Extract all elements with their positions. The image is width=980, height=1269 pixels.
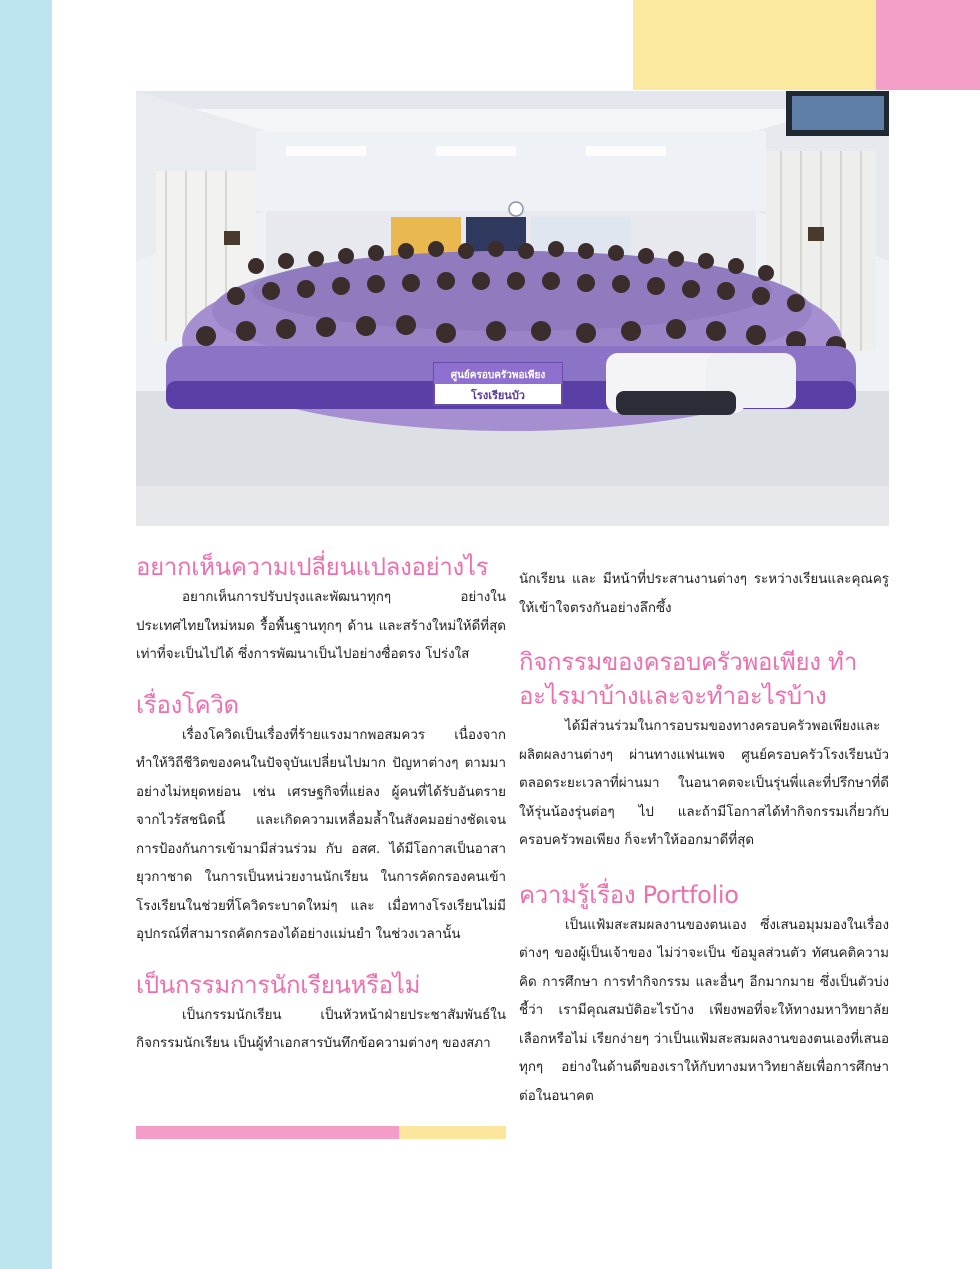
corner-decor-yellow bbox=[633, 0, 876, 90]
heading-family-activities: กิจกรรมของครอบครัวพอเพียง ทำอะไรมาบ้างและจะทำอะไรบ้าง bbox=[519, 648, 858, 710]
left-decor-band bbox=[0, 0, 52, 1269]
footer-bar-pink bbox=[136, 1126, 399, 1139]
heading-portfolio: ความรู้เรื่อง Portfolio bbox=[519, 880, 739, 909]
left-column bbox=[136, 550, 506, 1059]
banner-line-2: โรงเรียนบัว bbox=[471, 389, 525, 402]
footer-bar-yellow bbox=[399, 1126, 506, 1139]
corner-decor-pink bbox=[876, 0, 980, 90]
paragraph-student-council-continued: นักเรียน และ มีหน้าที่ประสานงานต่างๆ ระหว่างเรียนและคุณครูให้เข้าใจตรงกันอย่างลึกซึ้ง bbox=[519, 572, 889, 616]
paragraph-covid: เรื่องโควิดเป็นเรื่องที่ร้ายแรงมากพอสมควร เนื่องจากทำให้วิถีชีวิตของคนในปัจจุบันเปลี่ยนไปมาก ปัญหาต่างๆ ตามมาอย่างไม่หยุดหย่อน เช่น เศรษฐกิจที่แย่ลง ผู้คนที่ได้รับอันตรายจากไวรัสชนิดนี้ และเกิดความเหลื่อมล้ำในสังคมอย่างชัดเจน การป้องกันการเข้ามามีส่วนร่วม กับ อสศ. ได้มีโอกาสเป็นอาสายุวกาชาด ในการเป็นหน่วยงานนักเรียน ในการคัดกรองคนเข้าโรงเรียนในช่วยที่โควิดระบาดใหม่ๆ และ เมื่อทางโรงเรียนไม่มีอุปกรณ์ที่สามารถคัดกรองได้อย่างแม่นยำ ในช่วงเวลานั้น bbox=[136, 727, 506, 942]
heading-change: อยากเห็นความเปลี่ยนแปลงอย่างไร bbox=[136, 553, 489, 581]
footer-decor-bar bbox=[136, 1126, 506, 1139]
paragraph-change: อยากเห็นการปรับปรุงและพัฒนาทุกๆ อย่างในประเทศไทยใหม่หมด รื้อพื้นฐานทุกๆ ด้าน และสร้างใหม่ให้ดีที่สุด เท่าที่จะเป็นไปได้ ซึ่งการพัฒนาเป็นไปอย่างซื่อตรง โปร่งใส bbox=[136, 590, 506, 662]
heading-covid: เรื่องโควิด bbox=[136, 690, 239, 719]
paragraph-student-council: เป็นกรรมนักเรียน เป็นหัวหน้าฝ่ายประชาสัมพันธ์ในกิจกรรมนักเรียน เป็นผู้ทำเอกสารบันทึกข้อความต่างๆ ของสภา bbox=[136, 1007, 506, 1051]
paragraph-family-activities: ได้มีส่วนร่วมในการอบรมของทางครอบครัวพอเพียงและผลิตผลงานต่างๆ ผ่านทางแฟนเพจ ศูนย์ครอบครัวโรงเรียนบัวตลอดระยะเวลาที่ผ่านมา ในอนาคตจะเป็นรุ่นพี่และที่ปรึกษาที่ดีให้รุ่นน้องรุ่นต่อๆ ไป และถ้ามีโอกาสได้ทำกิจกรรมเกี่ยวกับครอบครัวพอเพียง ก็จะทำให้ออกมาดีที่สุด bbox=[519, 719, 889, 848]
right-column bbox=[519, 566, 889, 1111]
group-photo-illustration bbox=[136, 91, 889, 526]
group-photo bbox=[136, 91, 889, 526]
banner-line-1: ศูนย์ครอบครัวพอเพียง bbox=[450, 370, 546, 381]
heading-student-council: เป็นกรรมการนักเรียนหรือไม่ bbox=[136, 970, 421, 999]
paragraph-portfolio: เป็นแฟ้มสะสมผลงานของตนเอง ซึ่งเสนอมุมมองในเรื่องต่างๆ ของผู้เป็นเจ้าของ ไม่ว่าจะเป็น ข้อมูลส่วนตัว ทัศนคติความคิด การศึกษา การทำกิจกรรม และอื่นๆ อีกมากมาย ซึ่งเป็นตัวบ่งชี้ว่า เรามีคุณสมบัติอะไรบ้าง เพียงพอที่จะให้ทางมหาวิทยาลัยเลือกหรือไม่ เรียกง่ายๆ ว่าเป็นแฟ้มสะสมผลงานของตนเองที่เสนอทุกๆ อย่างในด้านดีของเราให้กับทางมหาวิทยาลัยเพื่อการศึกษาต่อในอนาคต bbox=[519, 917, 889, 1104]
